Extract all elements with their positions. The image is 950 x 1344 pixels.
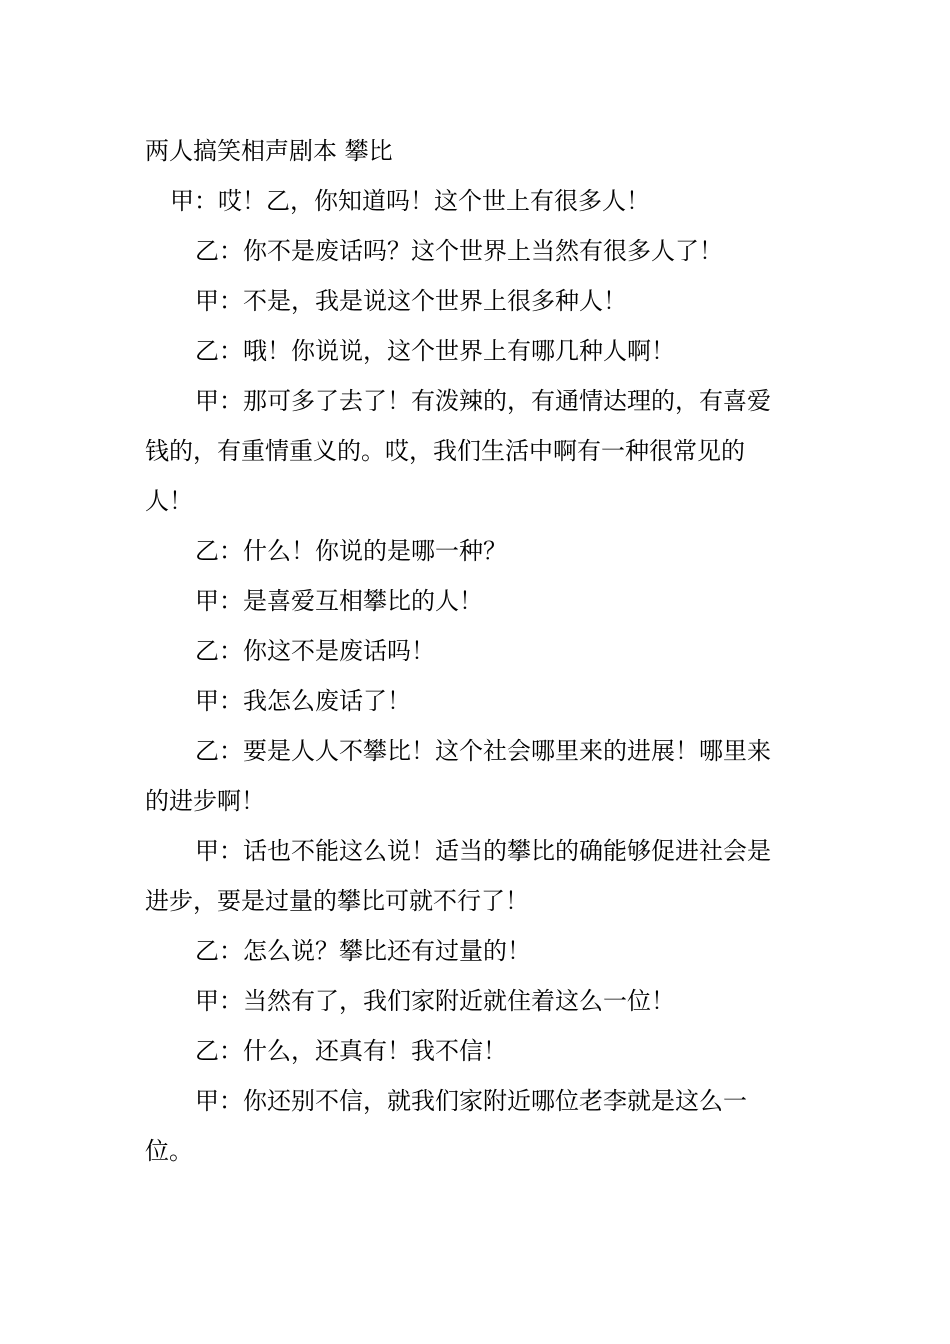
dialogue-line: 甲：我怎么废话了！ bbox=[195, 687, 411, 715]
dialogue-line: 乙：怎么说？攀比还有过量的！ bbox=[195, 937, 531, 965]
dialogue-line: 甲：哎！乙，你知道吗！这个世上有很多人！ bbox=[170, 187, 650, 215]
document-title: 两人搞笑相声剧本 攀比 bbox=[145, 137, 393, 165]
dialogue-line: 甲：那可多了去了！有泼辣的，有通情达理的，有喜爱钱的，有重情重义的。哎，我们生活中啊有一种很常见的人！ bbox=[145, 387, 771, 515]
dialogue-line: 甲：你还别不信，就我们家附近哪位老李就是这么一位。 bbox=[145, 1087, 747, 1165]
dialogue-line: 乙：要是人人不攀比！这个社会哪里来的进展！哪里来的进步啊！ bbox=[145, 737, 771, 815]
dialogue-line: 甲：话也不能这么说！适当的攀比的确能够促进社会是进步，要是过量的攀比可就不行了！ bbox=[145, 837, 771, 915]
dialogue-line: 乙：你不是废话吗？这个世界上当然有很多人了！ bbox=[195, 237, 723, 265]
dialogue-line: 乙：你这不是废话吗！ bbox=[195, 637, 435, 665]
dialogue-line: 甲：不是，我是说这个世界上很多种人！ bbox=[195, 287, 627, 315]
dialogue-line: 乙：哦！你说说，这个世界上有哪几种人啊！ bbox=[195, 337, 675, 365]
dialogue-line: 乙：什么，还真有！我不信！ bbox=[195, 1037, 507, 1065]
dialogue-line: 甲：当然有了，我们家附近就住着这么一位！ bbox=[195, 987, 675, 1015]
dialogue-line: 乙：什么！你说的是哪一种？ bbox=[195, 537, 507, 565]
dialogue-line: 甲：是喜爱互相攀比的人！ bbox=[195, 587, 483, 615]
document-page bbox=[145, 126, 785, 1176]
